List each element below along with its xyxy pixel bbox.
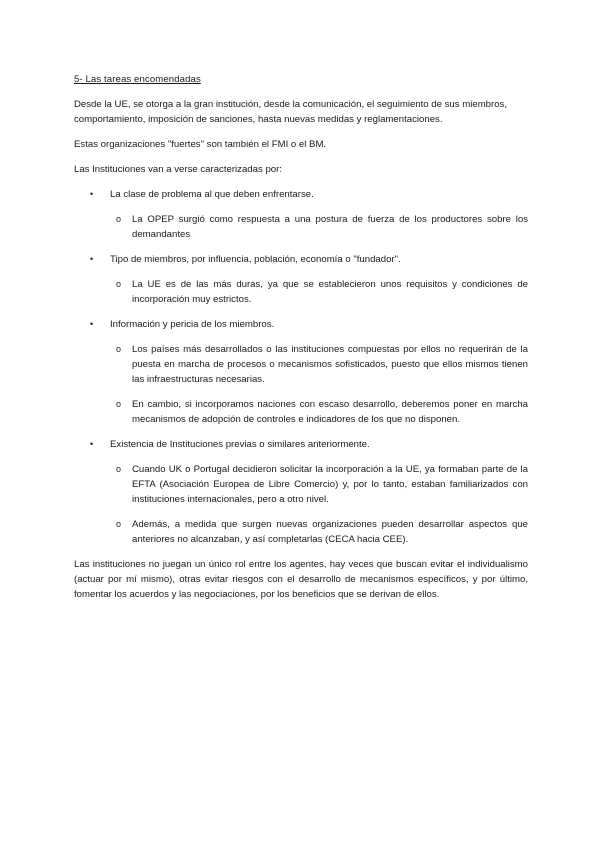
- sub-list: [110, 277, 528, 307]
- sub-bullet-icon: o: [116, 344, 122, 354]
- list-item: [74, 252, 528, 307]
- sub-list-item: [74, 212, 528, 242]
- sub-bullet-icon: o: [116, 279, 122, 289]
- characteristics-intro: Las Instituciones van a verse caracterizadas por:: [74, 164, 282, 175]
- sub-list-item: [74, 277, 528, 307]
- list-item-text: Existencia de Instituciones previas o similares anteriormente.: [110, 439, 370, 450]
- sub-list-item-text: Cuando UK o Portugal decidieron solicitar la incorporación a la UE, ya formaban parte de la EFTA (Asociación Europea de Libre Comercio) y, por lo tanto, estaban familiarizados con instituciones internacionales, pero a otro nivel.: [132, 464, 528, 505]
- list-item-text: Tipo de miembros, por influencia, población, economía o "fundador".: [110, 254, 401, 265]
- bullet-icon: •: [90, 254, 94, 264]
- organizations-paragraph: Estas organizaciones "fuertes" son también el FMI o el BM.: [74, 139, 327, 150]
- sub-list-item-text: Además, a medida que surgen nuevas organizaciones pueden desarrollar aspectos que anteriores no alcanzaban, y así completarlas (CECA hacia CEE).: [132, 519, 528, 545]
- sub-bullet-icon: o: [116, 399, 122, 409]
- sub-list-item-text: La UE es de las más duras, ya que se establecieron unos requisitos y condiciones de incorporación muy estrictos.: [132, 279, 528, 305]
- sub-list-item-text: Los países más desarrollados o las instituciones compuestas por ellos no requerirán de la puesta en marcha de procesos o mecanismos sofisticados, puesto que ellos mismos tienen las infraestructuras necesarias.: [132, 344, 528, 385]
- sub-bullet-icon: o: [116, 214, 122, 224]
- bullet-icon: •: [90, 319, 94, 329]
- bullet-icon: •: [90, 189, 94, 199]
- sub-bullet-icon: o: [116, 464, 122, 474]
- document-page: [74, 72, 528, 612]
- sub-list-item: [74, 397, 528, 427]
- sub-list-item-text: En cambio, si incorporamos naciones con escaso desarrollo, deberemos poner en marcha mecanismos de adopción de controles e indicadores de los que no disponen.: [132, 399, 528, 425]
- list-item: [74, 437, 528, 547]
- sub-list-item: [74, 462, 528, 507]
- characteristics-list: [74, 187, 528, 547]
- sub-list: [110, 212, 528, 242]
- intro-paragraph: Desde la UE, se otorga a la gran institución, desde la comunicación, el seguimiento de sus miembros, comportamiento, imposición de sanciones, hasta nuevas medidas y reglamentaciones.: [74, 99, 508, 125]
- list-item-text: Información y pericia de los miembros.: [110, 319, 275, 330]
- sub-list-item: [74, 342, 528, 387]
- sub-list: [110, 342, 528, 427]
- list-item-text: La clase de problema al que deben enfrentarse.: [110, 189, 314, 200]
- list-item: [74, 187, 528, 242]
- bullet-icon: •: [90, 439, 94, 449]
- sub-list-item-text: La OPEP surgió como respuesta a una postura de fuerza de los productores sobre los demandantes: [132, 214, 528, 240]
- sub-list: [110, 462, 528, 547]
- sub-list-item: [74, 517, 528, 547]
- list-item: [74, 317, 528, 427]
- section-heading: 5- Las tareas encomendadas: [74, 74, 201, 85]
- sub-bullet-icon: o: [116, 519, 122, 529]
- closing-paragraph: Las instituciones no juegan un único rol entre los agentes, hay veces que buscan evitar el individualismo (actuar por mí mismo), otras evitar riesgos con el desarrollo de mecanismos específicos, y por último, fomentar los acuerdos y las negociaciones, por los beneficios que se derivan de ellos.: [74, 559, 528, 600]
